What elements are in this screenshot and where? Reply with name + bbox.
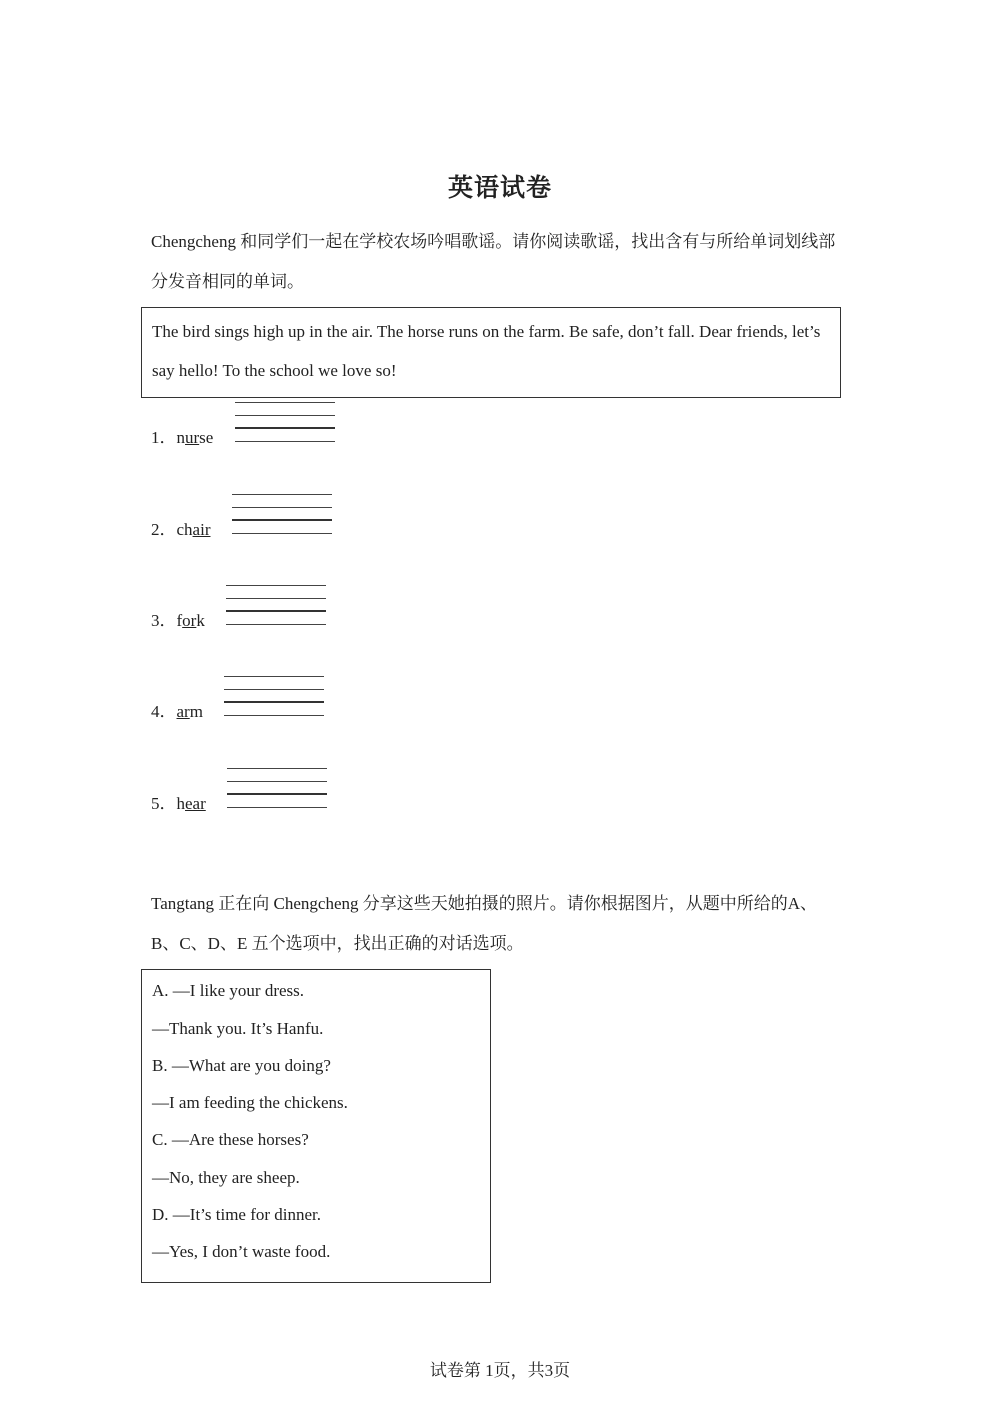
answer-lines-3[interactable] <box>226 583 326 629</box>
answer-lines-1[interactable] <box>235 400 335 446</box>
option-b-answer: —I am feeding the chickens. <box>152 1093 348 1112</box>
option-c-answer: —No, they are sheep. <box>152 1167 300 1187</box>
answer-lines-5[interactable] <box>227 766 327 812</box>
question-5 <box>151 794 206 814</box>
option-c-question: C. —Are these horses? <box>152 1130 309 1149</box>
answer-lines-4[interactable] <box>224 674 324 720</box>
answer-lines-2[interactable] <box>232 492 332 538</box>
option-a-answer: —Thank you. It’s Hanfu. <box>152 1018 324 1038</box>
word-part: k <box>196 611 205 630</box>
word-part: se <box>199 428 214 447</box>
word-part: h <box>176 794 185 813</box>
word-part: n <box>176 428 185 447</box>
question-number: 3． <box>151 611 177 630</box>
page-title: 英语试卷 <box>447 173 552 202</box>
section1-instruction: Chengcheng 和同学们一起在学校农场吟唱歌谣。请你阅读歌谣，找出含有与所给单词划线部分发音相同的单词。 <box>151 232 836 291</box>
underlined-part: ur <box>185 428 200 447</box>
underlined-part: air <box>192 520 211 539</box>
question-number: 5． <box>151 794 177 813</box>
poem-text: The bird sings high up in the air. The horse runs on the farm. Be safe, don’t fall. Dear friends, let’s say hello! To the school we love so! <box>152 322 821 380</box>
word-part: m <box>189 702 203 721</box>
question-number: 2． <box>151 520 177 539</box>
question-2 <box>151 520 210 540</box>
question-number: 4． <box>151 702 177 721</box>
option-a-question: A. —I like your dress. <box>152 981 305 1000</box>
question-3 <box>151 611 205 631</box>
option-b-question: B. —What are you doing? <box>152 1055 331 1075</box>
underlined-part: ear <box>185 794 206 813</box>
section2-instruction: Tangtang 正在向 Chengcheng 分享这些天她拍摄的照片。请你根据图片，从题中所给的A、B、C、D、E 五个选项中，找出正确的对话选项。 <box>151 894 818 953</box>
option-d-answer: —Yes, I don’t waste food. <box>152 1242 331 1261</box>
question-4 <box>151 702 203 722</box>
word-part: ch <box>176 520 193 539</box>
page-footer: 试卷第 1页，共3页 <box>429 1361 571 1380</box>
question-number: 1． <box>151 428 177 447</box>
word-part: f <box>176 611 183 630</box>
option-d-question: D. —It’s time for dinner. <box>152 1204 322 1224</box>
underlined-part: or <box>182 611 197 630</box>
question-1 <box>151 428 213 448</box>
poem-box <box>141 307 841 398</box>
underlined-part: ar <box>176 702 190 721</box>
dialog-options-box <box>141 969 491 1283</box>
